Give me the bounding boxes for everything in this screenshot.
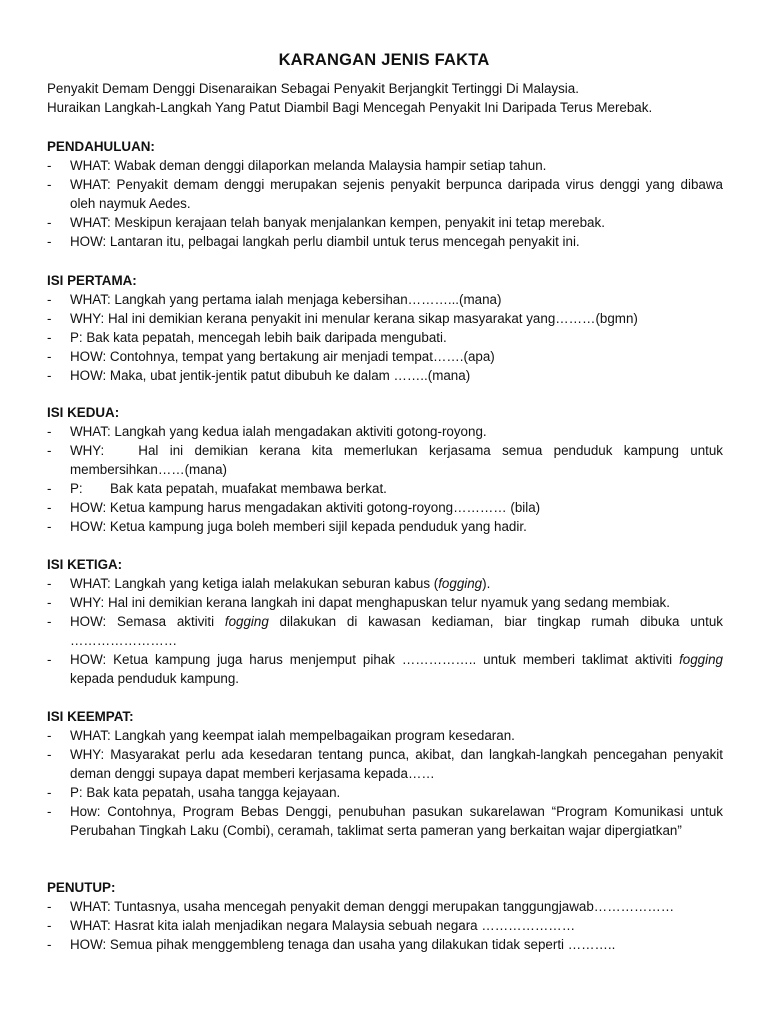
bullet-dash: - [47,728,52,743]
list-item: - HOW: Lantaran itu, pelbagai langkah perlu diambil untuk terus mencegah penyakit ini. [47,234,580,249]
list-item: - HOW: Ketua kampung juga harus menjemput pihak …………….. untuk memberi taklimat aktiviti fogging kepada penduduk kampung. [47,652,723,686]
bullet-dash: - [47,614,52,629]
list-item: - WHY: Hal ini demikian kerana kita memerlukan kerjasama semua penduduk kampung untuk membersihkan……(mana) [47,443,727,477]
list-item: - WHY: Masyarakat perlu ada kesedaran tentang punca, akibat, dan langkah-langkah pencegahan penyakit deman denggi supaya dapat memberi kerjasama kepada…… [47,747,723,781]
list-item: - HOW: Maka, ubat jentik-jentik patut dibubuh ke dalam ……..(mana) [47,368,471,383]
bullet-dash: - [47,292,52,307]
section-heading: ISI KEDUA: [47,405,120,420]
bullet-dash: - [47,215,52,230]
list-item: - WHAT: Tuntasnya, usaha mencegah penyakit deman denggi merupakan tanggungjawab……………… [47,899,675,914]
bullet-dash: - [47,481,52,496]
section-isi-keempat [47,707,723,840]
bullet-dash: - [47,937,52,952]
list-item: - WHAT: Langkah yang ketiga ialah melakukan seburan kabus (fogging). [47,576,491,591]
list-item: - WHY: Hal ini demikian kerana langkah ini dapat menghapuskan telur nyamuk yang sedang membiak. [47,595,670,610]
italic-term: fogging [224,614,269,629]
question-line-1: Penyakit Demam Denggi Disenaraikan Sebagai Penyakit Berjangkit Tertinggi Di Malaysia. [47,81,579,96]
p-label: P: [70,481,83,496]
section-heading: ISI KEEMPAT: [47,709,134,724]
bullet-dash: - [47,899,52,914]
list-item: - WHAT: Langkah yang keempat ialah mempelbagaikan program kesedaran. [47,728,515,743]
list-item: - How: Contohnya, Program Bebas Denggi, penubuhan pasukan sukarelawan “Program Komunikasi untuk Perubahan Tingkah Laku (Combi), ceramah, taklimat serta pameran yang berkaitan wajar dipergiatkan” [47,804,723,838]
list-item: - HOW: Ketua kampung harus mengadakan aktiviti gotong-royong………… (bila) [47,500,541,515]
question-line-2: Huraikan Langkah-Langkah Yang Patut Diambil Bagi Mencegah Penyakit Ini Daripada Terus Merebak. [47,100,653,115]
list-item: - P: Bak kata pepatah, muafakat membawa berkat. [47,481,387,496]
bullet-dash: - [47,804,52,819]
list-item: - WHAT: Wabak deman denggi dilaporkan melanda Malaysia hampir setiap tahun. [47,158,547,173]
bullet-dash: - [47,349,52,364]
bullet-dash: - [47,595,52,610]
list-item: - WHAT: Meskipun kerajaan telah banyak menjalankan kempen, penyakit ini tetap merebak. [47,215,605,230]
list-item: - WHAT: Langkah yang kedua ialah mengadakan aktiviti gotong-royong. [47,424,487,439]
list-item: - P: Bak kata pepatah, mencegah lebih baik daripada mengubati. [47,330,447,345]
bullet-dash: - [47,368,52,383]
list-item: - HOW: Contohnya, tempat yang bertakung air menjadi tempat…….(apa) [47,349,495,364]
document-title: KARANGAN JENIS FAKTA [278,51,490,69]
bullet-dash: - [47,424,52,439]
bullet-dash: - [47,576,52,591]
bullet-dash: - [47,652,52,667]
list-item: - WHAT: Hasrat kita ialah menjadikan negara Malaysia sebuah negara ………………… [47,918,576,933]
section-heading: ISI PERTAMA: [47,273,137,288]
section-heading: PENUTUP: [47,880,116,895]
list-item: - HOW: Semua pihak menggembleng tenaga dan usaha yang dilakukan tidak seperti ……….. [47,937,616,952]
bullet-dash: - [47,234,52,249]
bullet-dash: - [47,158,52,173]
list-item: - WHAT: Langkah yang pertama ialah menjaga kebersihan………...(mana) [47,292,502,307]
bullet-dash: - [47,747,52,762]
essay-question [47,79,652,117]
list-item: - WHY: Hal ini demikian kerana penyakit ini menular kerana sikap masyarakat yang………(bgmn) [47,311,638,326]
list-item: - WHAT: Penyakit demam denggi merupakan sejenis penyakit berpunca daripada virus denggi yang dibawa oleh naymuk Aedes. [47,177,723,211]
bullet-dash: - [47,311,52,326]
bullet-dash: - [47,785,52,800]
section-heading: ISI KETIGA: [47,557,123,572]
italic-term: fogging [438,576,483,591]
list-item: - HOW: Ketua kampung juga boleh memberi sijil kepada penduduk yang hadir. [47,519,527,534]
italic-term: fogging [679,652,723,667]
section-pendahuluan [47,137,723,251]
section-penutup [47,878,723,954]
bullet-dash: - [47,177,52,192]
section-isi-pertama [47,271,723,385]
bullet-dash: - [47,519,52,534]
bullet-dash: - [47,500,52,515]
list-item: - HOW: Semasa aktiviti fogging dilakukan di kawasan kediaman, biar tingkap rumah dibuka untuk …………………… [47,614,723,648]
section-isi-kedua [47,403,727,536]
bullet-dash: - [47,330,52,345]
section-isi-ketiga [47,555,723,688]
bullet-dash: - [47,443,52,458]
list-item: - P: Bak kata pepatah, usaha tangga kejayaan. [47,785,341,800]
section-heading: PENDAHULUAN: [47,139,155,154]
bullet-dash: - [47,918,52,933]
